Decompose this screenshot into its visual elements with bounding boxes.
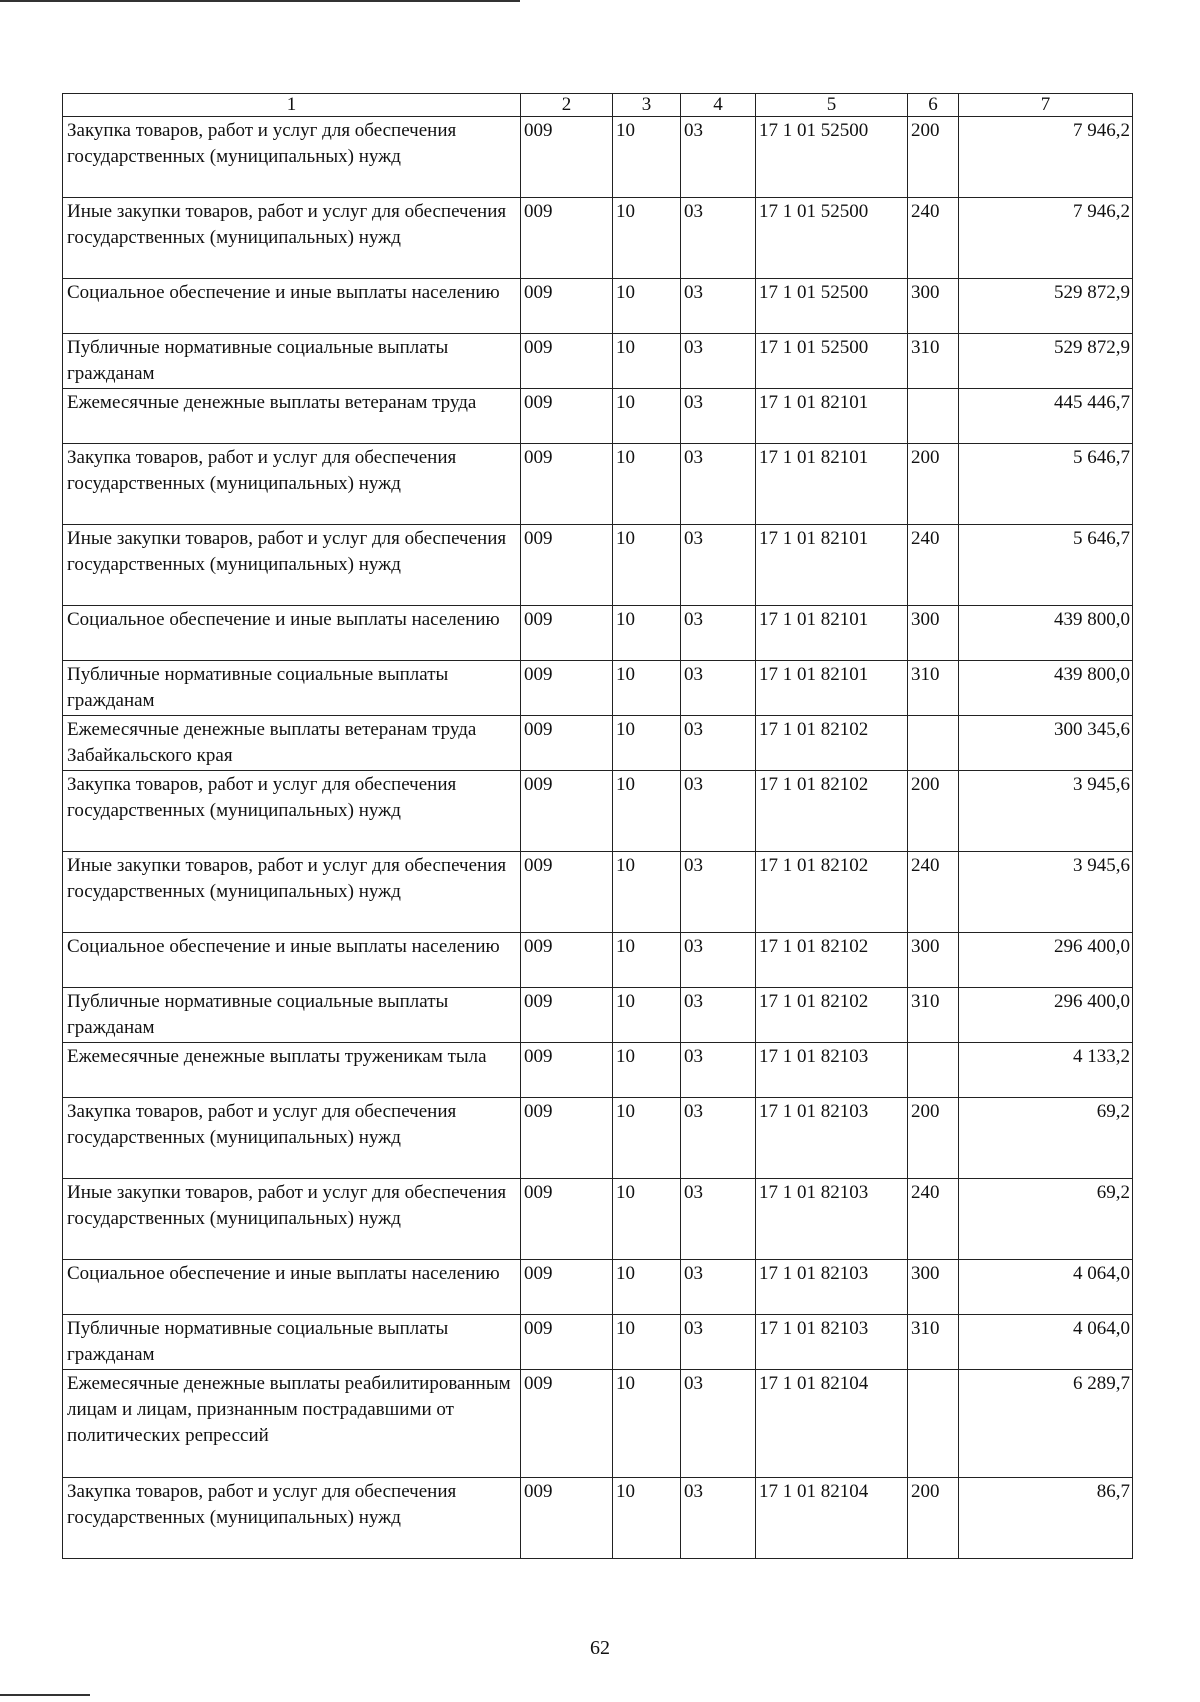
table-row <box>63 606 1133 661</box>
row-description: Публичные нормативные социальные выплаты гражданам <box>63 661 521 716</box>
table-row <box>63 334 1133 389</box>
row-code-6: 240 <box>908 1179 959 1260</box>
table-row <box>63 389 1133 444</box>
row-code-5: 17 1 01 82101 <box>756 389 908 444</box>
row-code-2: 009 <box>521 1179 613 1260</box>
row-code-3: 10 <box>613 606 681 661</box>
row-code-5: 17 1 01 82102 <box>756 771 908 852</box>
row-code-6: 200 <box>908 117 959 198</box>
row-code-3: 10 <box>613 771 681 852</box>
row-code-4: 03 <box>681 1370 756 1478</box>
row-description: Социальное обеспечение и иные выплаты населению <box>63 279 521 334</box>
row-code-4: 03 <box>681 525 756 606</box>
row-code-2: 009 <box>521 334 613 389</box>
row-description: Публичные нормативные социальные выплаты гражданам <box>63 334 521 389</box>
row-code-6 <box>908 716 959 771</box>
row-code-2: 009 <box>521 1315 613 1370</box>
row-code-5: 17 1 01 82104 <box>756 1370 908 1478</box>
row-description: Иные закупки товаров, работ и услуг для обеспечения государственных (муниципальных) нужд <box>63 525 521 606</box>
header-row <box>63 94 1133 117</box>
row-description: Ежемесячные денежные выплаты ветеранам труда Забайкальского края <box>63 716 521 771</box>
row-description: Социальное обеспечение и иные выплаты населению <box>63 933 521 988</box>
row-code-2: 009 <box>521 852 613 933</box>
row-code-6: 200 <box>908 444 959 525</box>
budget-table-container <box>62 93 1132 1559</box>
row-code-6 <box>908 1043 959 1098</box>
row-code-3: 10 <box>613 1179 681 1260</box>
table-row <box>63 771 1133 852</box>
header-cell-2: 2 <box>521 94 613 117</box>
row-code-5: 17 1 01 82101 <box>756 661 908 716</box>
row-code-6: 310 <box>908 988 959 1043</box>
row-code-6: 310 <box>908 334 959 389</box>
row-amount: 4 133,2 <box>959 1043 1133 1098</box>
row-code-4: 03 <box>681 933 756 988</box>
row-code-3: 10 <box>613 198 681 279</box>
table-row <box>63 716 1133 771</box>
row-code-5: 17 1 01 82101 <box>756 525 908 606</box>
row-amount: 439 800,0 <box>959 661 1133 716</box>
row-description: Публичные нормативные социальные выплаты гражданам <box>63 1315 521 1370</box>
row-code-4: 03 <box>681 444 756 525</box>
row-code-3: 10 <box>613 1315 681 1370</box>
row-code-6: 300 <box>908 606 959 661</box>
row-description: Ежемесячные денежные выплаты труженикам тыла <box>63 1043 521 1098</box>
row-code-3: 10 <box>613 716 681 771</box>
row-code-6 <box>908 389 959 444</box>
row-code-2: 009 <box>521 933 613 988</box>
row-code-4: 03 <box>681 334 756 389</box>
table-row <box>63 988 1133 1043</box>
row-code-2: 009 <box>521 525 613 606</box>
header-cell-1: 1 <box>63 94 521 117</box>
row-code-5: 17 1 01 82103 <box>756 1043 908 1098</box>
row-amount: 296 400,0 <box>959 933 1133 988</box>
table-row <box>63 117 1133 198</box>
row-code-2: 009 <box>521 988 613 1043</box>
row-code-4: 03 <box>681 852 756 933</box>
row-code-4: 03 <box>681 1315 756 1370</box>
row-amount: 5 646,7 <box>959 444 1133 525</box>
row-code-4: 03 <box>681 1179 756 1260</box>
row-code-3: 10 <box>613 389 681 444</box>
row-amount: 69,2 <box>959 1098 1133 1179</box>
row-code-4: 03 <box>681 606 756 661</box>
row-code-3: 10 <box>613 852 681 933</box>
row-code-6: 200 <box>908 1478 959 1559</box>
row-amount: 529 872,9 <box>959 334 1133 389</box>
row-code-5: 17 1 01 82103 <box>756 1098 908 1179</box>
table-row <box>63 933 1133 988</box>
row-code-5: 17 1 01 82102 <box>756 933 908 988</box>
row-code-6 <box>908 1370 959 1478</box>
row-code-5: 17 1 01 52500 <box>756 279 908 334</box>
row-amount: 3 945,6 <box>959 771 1133 852</box>
row-code-3: 10 <box>613 1043 681 1098</box>
table-row <box>63 444 1133 525</box>
table-row <box>63 1260 1133 1315</box>
row-code-5: 17 1 01 82103 <box>756 1315 908 1370</box>
row-code-5: 17 1 01 82101 <box>756 444 908 525</box>
row-code-4: 03 <box>681 1478 756 1559</box>
row-amount: 296 400,0 <box>959 988 1133 1043</box>
row-code-2: 009 <box>521 389 613 444</box>
row-amount: 300 345,6 <box>959 716 1133 771</box>
table-row <box>63 279 1133 334</box>
table-row <box>63 1179 1133 1260</box>
row-code-3: 10 <box>613 279 681 334</box>
table-row <box>63 1370 1133 1478</box>
row-code-3: 10 <box>613 444 681 525</box>
row-description: Закупка товаров, работ и услуг для обеспечения государственных (муниципальных) нужд <box>63 771 521 852</box>
row-description: Закупка товаров, работ и услуг для обеспечения государственных (муниципальных) нужд <box>63 1098 521 1179</box>
row-description: Социальное обеспечение и иные выплаты населению <box>63 1260 521 1315</box>
row-amount: 445 446,7 <box>959 389 1133 444</box>
row-description: Иные закупки товаров, работ и услуг для обеспечения государственных (муниципальных) нужд <box>63 852 521 933</box>
row-amount: 529 872,9 <box>959 279 1133 334</box>
row-code-2: 009 <box>521 771 613 852</box>
row-description: Закупка товаров, работ и услуг для обеспечения государственных (муниципальных) нужд <box>63 1478 521 1559</box>
table-row <box>63 198 1133 279</box>
row-amount: 7 946,2 <box>959 117 1133 198</box>
row-code-2: 009 <box>521 1478 613 1559</box>
row-code-6: 240 <box>908 852 959 933</box>
row-code-6: 300 <box>908 279 959 334</box>
row-code-2: 009 <box>521 444 613 525</box>
row-code-6: 240 <box>908 525 959 606</box>
row-amount: 5 646,7 <box>959 525 1133 606</box>
row-amount: 86,7 <box>959 1478 1133 1559</box>
row-amount: 4 064,0 <box>959 1260 1133 1315</box>
row-code-3: 10 <box>613 1260 681 1315</box>
row-code-5: 17 1 01 52500 <box>756 334 908 389</box>
row-code-2: 009 <box>521 1098 613 1179</box>
row-amount: 4 064,0 <box>959 1315 1133 1370</box>
row-code-3: 10 <box>613 1370 681 1478</box>
row-code-2: 009 <box>521 606 613 661</box>
row-code-5: 17 1 01 52500 <box>756 117 908 198</box>
row-amount: 3 945,6 <box>959 852 1133 933</box>
budget-table <box>62 93 1133 1559</box>
row-code-3: 10 <box>613 988 681 1043</box>
row-code-2: 009 <box>521 1043 613 1098</box>
header-cell-6: 6 <box>908 94 959 117</box>
row-code-5: 17 1 01 82102 <box>756 988 908 1043</box>
header-cell-3: 3 <box>613 94 681 117</box>
table-row <box>63 1478 1133 1559</box>
table-row <box>63 525 1133 606</box>
row-code-6: 200 <box>908 771 959 852</box>
row-code-3: 10 <box>613 1098 681 1179</box>
top-rule-line <box>0 0 520 2</box>
row-code-5: 17 1 01 82102 <box>756 852 908 933</box>
row-code-4: 03 <box>681 1043 756 1098</box>
row-code-4: 03 <box>681 198 756 279</box>
row-amount: 69,2 <box>959 1179 1133 1260</box>
table-row <box>63 661 1133 716</box>
row-amount: 439 800,0 <box>959 606 1133 661</box>
row-code-2: 009 <box>521 1370 613 1478</box>
row-description: Ежемесячные денежные выплаты ветеранам труда <box>63 389 521 444</box>
row-description: Ежемесячные денежные выплаты реабилитированным лицам и лицам, признанным пострадавшими от политических репрессий <box>63 1370 521 1478</box>
row-code-4: 03 <box>681 988 756 1043</box>
row-code-6: 200 <box>908 1098 959 1179</box>
row-amount: 6 289,7 <box>959 1370 1133 1478</box>
row-code-6: 300 <box>908 933 959 988</box>
row-code-2: 009 <box>521 117 613 198</box>
row-description: Иные закупки товаров, работ и услуг для обеспечения государственных (муниципальных) нужд <box>63 198 521 279</box>
header-cell-7: 7 <box>959 94 1133 117</box>
row-code-2: 009 <box>521 279 613 334</box>
row-code-3: 10 <box>613 1478 681 1559</box>
table-row <box>63 1043 1133 1098</box>
row-code-6: 240 <box>908 198 959 279</box>
header-cell-5: 5 <box>756 94 908 117</box>
row-code-3: 10 <box>613 661 681 716</box>
table-row <box>63 852 1133 933</box>
header-cell-4: 4 <box>681 94 756 117</box>
row-code-3: 10 <box>613 525 681 606</box>
row-amount: 7 946,2 <box>959 198 1133 279</box>
row-code-4: 03 <box>681 1260 756 1315</box>
row-code-5: 17 1 01 82104 <box>756 1478 908 1559</box>
bottom-rule-line <box>0 1694 90 1696</box>
row-code-2: 009 <box>521 198 613 279</box>
table-row <box>63 1098 1133 1179</box>
row-code-6: 310 <box>908 1315 959 1370</box>
row-code-5: 17 1 01 82103 <box>756 1179 908 1260</box>
row-code-3: 10 <box>613 334 681 389</box>
page-number: 62 <box>590 1637 610 1659</box>
row-code-4: 03 <box>681 716 756 771</box>
row-code-5: 17 1 01 82103 <box>756 1260 908 1315</box>
row-code-4: 03 <box>681 771 756 852</box>
row-code-6: 310 <box>908 661 959 716</box>
row-code-4: 03 <box>681 279 756 334</box>
row-description: Закупка товаров, работ и услуг для обеспечения государственных (муниципальных) нужд <box>63 444 521 525</box>
row-code-4: 03 <box>681 117 756 198</box>
table-row <box>63 1315 1133 1370</box>
row-code-4: 03 <box>681 661 756 716</box>
row-description: Публичные нормативные социальные выплаты гражданам <box>63 988 521 1043</box>
row-code-5: 17 1 01 82102 <box>756 716 908 771</box>
row-description: Социальное обеспечение и иные выплаты населению <box>63 606 521 661</box>
row-code-2: 009 <box>521 1260 613 1315</box>
row-code-3: 10 <box>613 117 681 198</box>
row-code-2: 009 <box>521 716 613 771</box>
row-code-5: 17 1 01 52500 <box>756 198 908 279</box>
row-description: Закупка товаров, работ и услуг для обеспечения государственных (муниципальных) нужд <box>63 117 521 198</box>
row-code-3: 10 <box>613 933 681 988</box>
row-code-5: 17 1 01 82101 <box>756 606 908 661</box>
row-description: Иные закупки товаров, работ и услуг для обеспечения государственных (муниципальных) нужд <box>63 1179 521 1260</box>
row-code-4: 03 <box>681 389 756 444</box>
row-code-6: 300 <box>908 1260 959 1315</box>
row-code-2: 009 <box>521 661 613 716</box>
row-code-4: 03 <box>681 1098 756 1179</box>
